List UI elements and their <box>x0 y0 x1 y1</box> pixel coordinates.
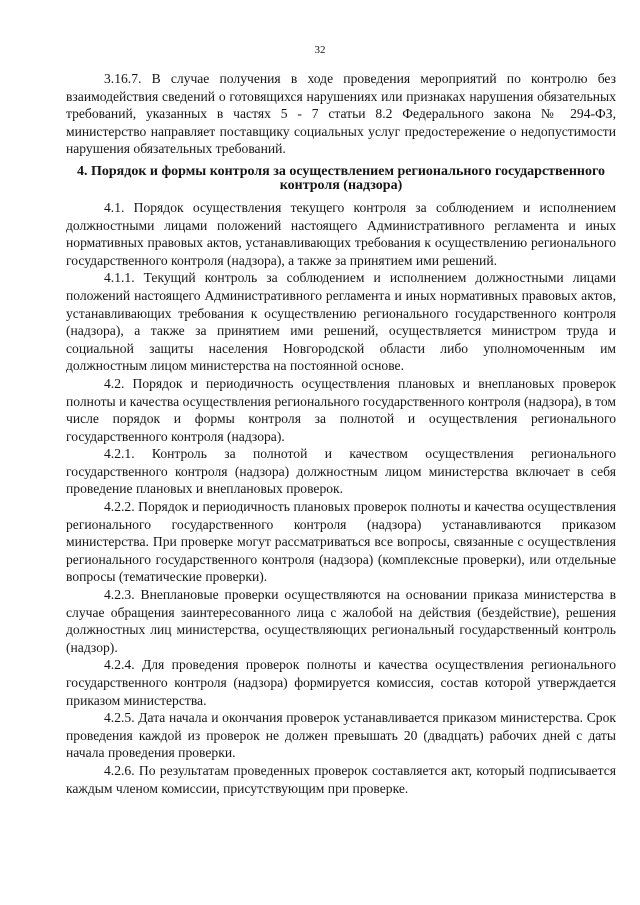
paragraph-3-16-7: 3.16.7. В случае получения в ходе проведения мероприятий по контролю без взаимодействия сведений о готовящихся нарушениях или признаках нарушения обязательных требований, указанных в частях 5 - 7 статьи 8.2 Федерального закона № 294-ФЗ, министерство направляет поставщику социальных услуг предостережение о недопустимости нарушения обязательных требований. <box>66 71 616 157</box>
paragraph-4-2-5: 4.2.5. Дата начала и окончания проверок устанавливается приказом министерства. Срок проведения каждой из проверок не должен превышать 20 (двадцать) рабочих дней с даты начала проведения проверки. <box>66 710 616 761</box>
paragraph-4-2-6: 4.2.6. По результатам проведенных проверок составляется акт, который подписывается каждым членом комиссии, присутствующим при проверке. <box>66 762 616 796</box>
paragraph-4-2-1: 4.2.1. Контроль за полнотой и качеством осуществления регионального государственного контроля (надзора) должностным лицом министерства включает в себя проведение плановых и внеплановых проверок. <box>66 446 616 497</box>
paragraph-4-2-3: 4.2.3. Внеплановые проверки осуществляются на основании приказа министерства в случае обращения заинтересованного лица с жалобой на действия (бездействие), решения должностных лиц министерства, осуществляющих региональный государственный контроль (надзор). <box>66 587 616 655</box>
page-content <box>66 70 616 797</box>
paragraph-4-2-4: 4.2.4. Для проведения проверок полноты и качества осуществления регионального государственного контроля (надзора) формируется комиссия, состав которой утверждается приказом министерства. <box>66 657 616 708</box>
paragraph-4-1-1: 4.1.1. Текущий контроль за соблюдением и исполнением должностными лицами положений настоящего Административного регламента и иных нормативных правовых актов, устанавливающих требования к осуществлению регионального государственного контроля (надзора), а также за принятием ими решений, осуществляется министром труда и социальной защиты населения Новгородской области либо уполномоченным им должностным лицом министерства на постоянной основе. <box>66 270 616 374</box>
paragraph-4-2-2: 4.2.2. Порядок и периодичность плановых проверок полноты и качества осуществления регионального государственного контроля (надзора) устанавливаются приказом министерства. При проверке могут рассматриваться все вопросы, связанные с осуществления регионального государственного контроля (надзора) (комплексные проверки), или отдельные вопросы (тематические проверки). <box>66 499 616 585</box>
section-heading: 4. Порядок и формы контроля за осуществлением регионального государственного контроля (надзора) <box>77 163 605 193</box>
page-number: 32 <box>314 44 326 56</box>
paragraph-4-1: 4.1. Порядок осуществления текущего контроля за соблюдением и исполнением должностными лицами положений настоящего Административного регламента и иных нормативных правовых актов, устанавливающих требования к осуществлению регионального государственного контроля (надзора), а также за принятием ими решений. <box>66 199 616 268</box>
paragraph-4-2: 4.2. Порядок и периодичность осуществления плановых и внеплановых проверок полноты и качества осуществления регионального государственного контроля (надзора), в том числе порядок и формы контроля за полнотой и осуществления регионального государственного контроля (надзора). <box>66 375 616 444</box>
